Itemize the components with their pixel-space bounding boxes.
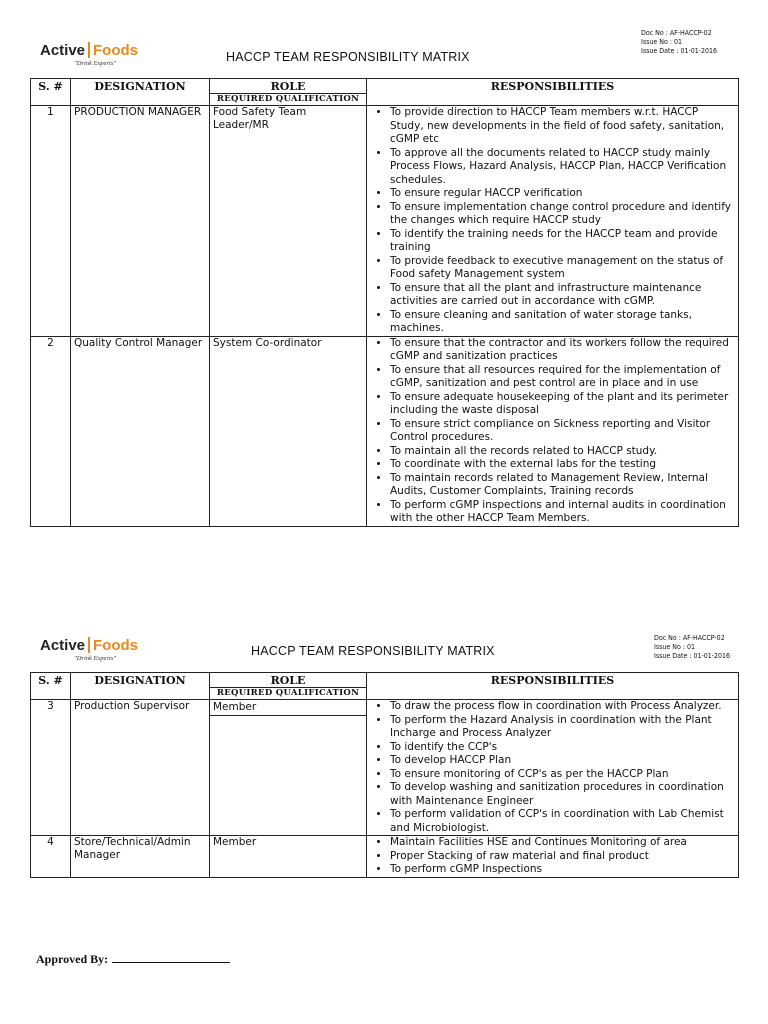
header-required-qualification: REQUIRED QUALIFICATION xyxy=(209,687,367,699)
row-responsibilities xyxy=(367,106,739,337)
row-sno: 2 xyxy=(31,336,71,526)
responsibility-item: • To perform the Hazard Analysis in coordination with the Plant Incharge and Process Analyzer xyxy=(390,714,735,741)
responsibility-item: • To ensure implementation change control procedure and identify the changes which require HACCP study xyxy=(390,201,735,228)
row-designation: PRODUCTION MANAGER xyxy=(71,106,210,337)
responsibility-item: • To ensure that all the plant and infrastructure maintenance activities are carried out in accordance with cGMP. xyxy=(390,282,735,309)
logo-text-foods: Foods xyxy=(93,637,138,654)
responsibility-item: • To develop HACCP Plan xyxy=(390,754,735,768)
responsibility-item: • To ensure that all resources required for the implementation of cGMP, sanitization and pest control are in place and in use xyxy=(390,364,735,391)
logo-text-foods: Foods xyxy=(93,42,138,59)
responsibility-list xyxy=(370,106,735,336)
header-role xyxy=(210,673,367,700)
responsibility-item: • To provide direction to HACCP Team members w.r.t. HACCP Study, new developments in the field of food safety, sanitation, cGMP etc xyxy=(390,106,735,147)
issue-date: Issue Date : 01-01-2016 xyxy=(641,47,718,55)
signature-line xyxy=(112,952,230,963)
table-header-row xyxy=(31,79,739,106)
row-role: Food Safety Team Leader/MR xyxy=(210,106,367,337)
responsibility-item: • To ensure strict compliance on Sickness reporting and Visitor Control procedures. xyxy=(390,418,735,445)
header-role-label: ROLE xyxy=(270,80,306,93)
table-header-row xyxy=(31,673,739,700)
responsibility-item: • Maintain Facilities HSE and Continues Monitoring of area xyxy=(390,836,735,850)
row-sno: 4 xyxy=(31,836,71,878)
responsibility-item: • To perform cGMP inspections and internal audits in coordination with the other HACCP Team Members. xyxy=(390,499,735,526)
row-designation: Quality Control Manager xyxy=(71,336,210,526)
issue-date: Issue Date : 01-01-2016 xyxy=(654,652,731,660)
issue-number: Issue No : 01 xyxy=(654,643,695,651)
page-title: HACCP TEAM RESPONSIBILITY MATRIX xyxy=(226,50,470,64)
header-role-label: ROLE xyxy=(270,674,306,687)
header-designation: DESIGNATION xyxy=(71,673,210,700)
row-role: System Co-ordinator xyxy=(210,336,367,526)
responsibility-item: • To draw the process flow in coordination with Process Analyzer. xyxy=(390,700,735,714)
responsibility-item: • To develop washing and sanitization procedures in coordination with Maintenance Engineer xyxy=(390,781,735,808)
doc-number: Doc No : AF-HACCP-02 xyxy=(654,634,725,642)
responsibility-list xyxy=(370,836,735,877)
logo-text-active: Active xyxy=(40,637,86,654)
table-row xyxy=(31,336,739,526)
responsibility-item: • To approve all the documents related to HACCP study mainly Process Flows, Hazard Analysis, HACCP Plan, HACCP Verification schedules. xyxy=(390,147,735,188)
row-responsibilities xyxy=(367,836,739,878)
row-role: Member xyxy=(210,836,367,878)
responsibility-item: • To identify the training needs for the HACCP team and provide training xyxy=(390,228,735,255)
document-info xyxy=(641,29,717,56)
row-designation: Production Supervisor xyxy=(71,700,210,836)
header-role xyxy=(210,79,367,106)
responsibility-item: • To ensure that the contractor and its workers follow the required cGMP and sanitization practices xyxy=(390,337,735,364)
logo-tagline: "Drink Experts" xyxy=(74,60,117,67)
table-row xyxy=(31,700,739,836)
responsibility-list xyxy=(370,700,735,835)
row-sno: 3 xyxy=(31,700,71,836)
issue-number: Issue No : 01 xyxy=(641,38,682,46)
header-responsibilities: RESPONSIBILITIES xyxy=(367,673,739,700)
responsibility-item: • To perform validation of CCP's in coordination with Lab Chemist and Microbiologist. xyxy=(390,808,735,835)
header-sno: S. # xyxy=(31,673,71,700)
approved-by xyxy=(36,952,230,967)
responsibility-item: • To ensure adequate housekeeping of the plant and its perimeter including the waste disposal xyxy=(390,391,735,418)
responsibility-item: • To perform cGMP Inspections xyxy=(390,863,735,877)
company-logo xyxy=(40,42,140,82)
row-responsibilities xyxy=(367,700,739,836)
responsibility-table-1 xyxy=(30,78,739,527)
responsibility-item: • To ensure cleaning and sanitation of water storage tanks, machines. xyxy=(390,309,735,336)
header-responsibilities: RESPONSIBILITIES xyxy=(367,79,739,106)
row-designation: Store/Technical/Admin Manager xyxy=(71,836,210,878)
responsibility-list xyxy=(370,337,735,526)
table-row xyxy=(31,836,739,878)
header-sno: S. # xyxy=(31,79,71,106)
logo-divider xyxy=(88,637,90,653)
company-logo xyxy=(40,637,140,677)
responsibility-item: • To ensure monitoring of CCP's as per the HACCP Plan xyxy=(390,768,735,782)
header-designation: DESIGNATION xyxy=(71,79,210,106)
responsibility-item: • To maintain all the records related to HACCP study. xyxy=(390,445,735,459)
row-responsibilities xyxy=(367,336,739,526)
table-row xyxy=(31,106,739,337)
header-required-qualification: REQUIRED QUALIFICATION xyxy=(209,93,367,105)
responsibility-item: • To coordinate with the external labs for the testing xyxy=(390,458,735,472)
responsibility-item: • To ensure regular HACCP verification xyxy=(390,187,735,201)
logo-divider xyxy=(88,42,90,58)
logo-tagline: "Drink Experts" xyxy=(74,655,117,662)
row-sno: 1 xyxy=(31,106,71,337)
page-title: HACCP TEAM RESPONSIBILITY MATRIX xyxy=(251,644,495,658)
logo-text-active: Active xyxy=(40,42,86,59)
approved-by-label: Approved By: xyxy=(36,952,109,966)
row-role-value: Member xyxy=(210,700,366,716)
doc-number: Doc No : AF-HACCP-02 xyxy=(641,29,712,37)
responsibility-table-2 xyxy=(30,672,739,878)
responsibility-item: • To maintain records related to Management Review, Internal Audits, Customer Complaints, Training records xyxy=(390,472,735,499)
responsibility-item: • To provide feedback to executive management on the status of Food safety Management system xyxy=(390,255,735,282)
row-role xyxy=(210,700,367,836)
responsibility-item: • Proper Stacking of raw material and final product xyxy=(390,850,735,864)
responsibility-item: • To identify the CCP's xyxy=(390,741,735,755)
document-info xyxy=(654,634,730,661)
